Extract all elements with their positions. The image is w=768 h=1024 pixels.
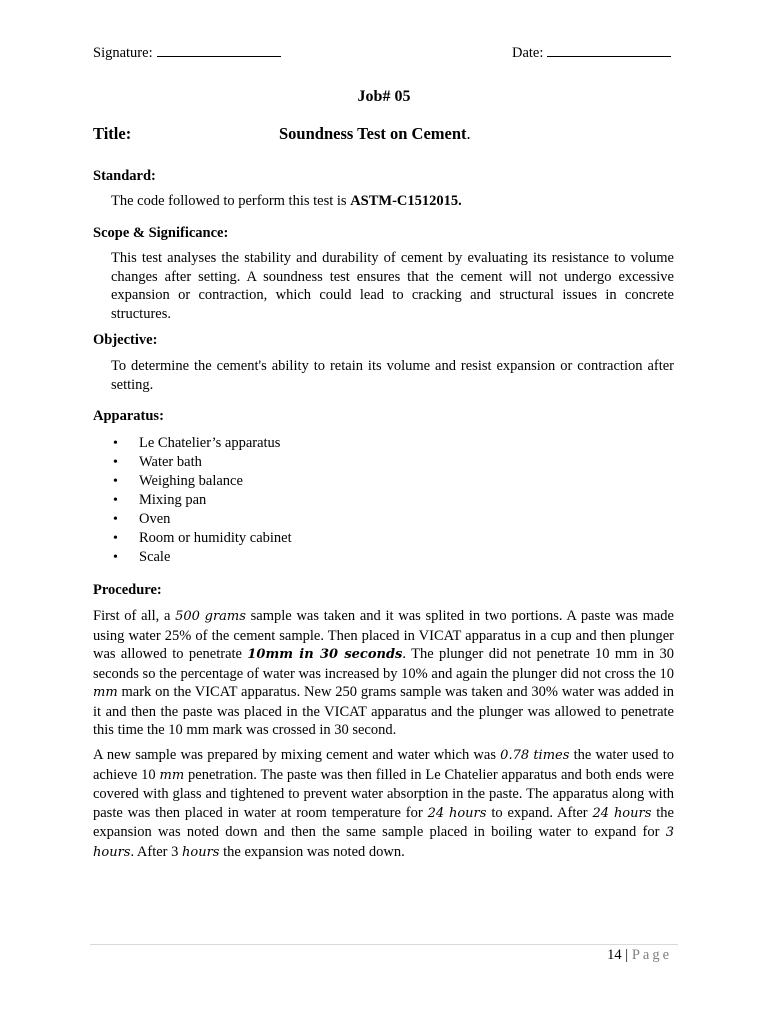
math-run: 24 — [592, 805, 610, 821]
date-field — [512, 43, 671, 62]
apparatus-list — [111, 434, 292, 567]
math-run: hours — [182, 844, 220, 860]
procedure-heading: Procedure: — [93, 582, 162, 598]
text-run: sample was taken and it was splited in two portions. A paste was made using water 25% of the cement sample. Then placed in VICAT apparatus in a cup and then plunger was allowed to penetrate — [93, 608, 674, 662]
page-number: 14 — [607, 947, 622, 963]
math-run: grams — [204, 609, 246, 624]
procedure-paragraph-2 — [93, 746, 674, 862]
title-text — [279, 124, 471, 144]
scope-text: This test analyses the stability and durability of cement by evaluating its resistance to volume changes after setting. A soundness test ensures that the cement will not undergo excessive expansion or contraction, which could lead to cracking and structural issues in concrete structures. — [111, 250, 674, 322]
objective-heading: Objective: — [93, 332, 158, 348]
footer-rule — [90, 944, 678, 945]
title-label: Title: — [93, 124, 132, 143]
math-run: hours — [93, 844, 131, 860]
math-run: 3 — [665, 825, 674, 840]
text-run: to expand. After — [486, 804, 593, 821]
page-footer — [607, 947, 672, 964]
standard-heading: Standard: — [93, 168, 156, 184]
text-run: First of all, a — [93, 608, 176, 624]
math-run: 0.78 — [500, 748, 530, 763]
list-item: • Mixing pan — [111, 491, 292, 510]
text-run: . The plunger did not penetrate 10 mm in 30 seconds so the percentage of water was increased by 10% and again the plunger did not cross the 10 — [93, 646, 674, 682]
math-run: mm — [93, 685, 118, 700]
list-item: • Weighing balance — [111, 472, 292, 491]
text-run: A new sample was prepared by mixing cement and water which was — [93, 747, 501, 763]
signature-line — [157, 43, 281, 57]
procedure-paragraph-1 — [93, 607, 674, 740]
math-run: 500 — [175, 609, 200, 624]
math-run: 10mm in 30 seconds — [247, 647, 403, 662]
math-run: mm — [159, 767, 185, 783]
signature-field — [93, 43, 281, 62]
page-word: Page — [631, 947, 672, 963]
title-main: Soundness Test on Cement — [279, 124, 467, 143]
date-line — [547, 43, 671, 57]
objective-text: To determine the cement's ability to retain its volume and resist expansion or contraction after setting. — [111, 358, 674, 393]
math-run: times — [533, 748, 570, 763]
list-item: • Scale — [111, 548, 292, 567]
text-run: mark on the VICAT apparatus. New 250 grams sample was taken and 30% water was added in it and then the paste was placed in the VICAT apparatus and the plunger was allowed to penetrate this time the 10 mm mark was crossed in 30 second. — [93, 684, 674, 738]
text-run: the water used to achieve 10 — [93, 747, 674, 783]
scope-heading: Scope & Significance: — [93, 225, 229, 241]
page-separator: | — [625, 947, 629, 963]
date-label: Date: — [512, 45, 544, 61]
list-item: • Room or humidity cabinet — [111, 529, 292, 548]
math-run: 24 — [427, 805, 445, 821]
text-run: penetration. The paste was then filled in Le Chatelier apparatus and both ends were covered with glass and tightened to prevent water absorption in the paste. The apparatus along with paste was then placed in water at room temperature for — [93, 766, 674, 821]
standard-text-intro: The code followed to perform this test is — [111, 193, 351, 209]
list-item: • Oven — [111, 510, 292, 529]
text-run: . After 3 — [130, 843, 183, 860]
text-run: the expansion was noted down. — [219, 843, 405, 860]
standard-code: ASTM-C1512015. — [350, 193, 462, 209]
job-number: Job# 05 — [357, 88, 411, 105]
text-run: the expansion was noted down and then the same sample placed in boiling water to expand for — [93, 804, 674, 840]
apparatus-heading: Apparatus: — [93, 408, 164, 424]
standard-text — [111, 192, 674, 211]
math-run: hours — [448, 805, 487, 821]
list-item: • Water bath — [111, 453, 292, 472]
signature-label: Signature: — [93, 45, 153, 61]
title-suffix: . — [466, 124, 471, 143]
list-item: • Le Chatelier’s apparatus — [111, 434, 292, 453]
math-run: hours — [613, 805, 652, 821]
